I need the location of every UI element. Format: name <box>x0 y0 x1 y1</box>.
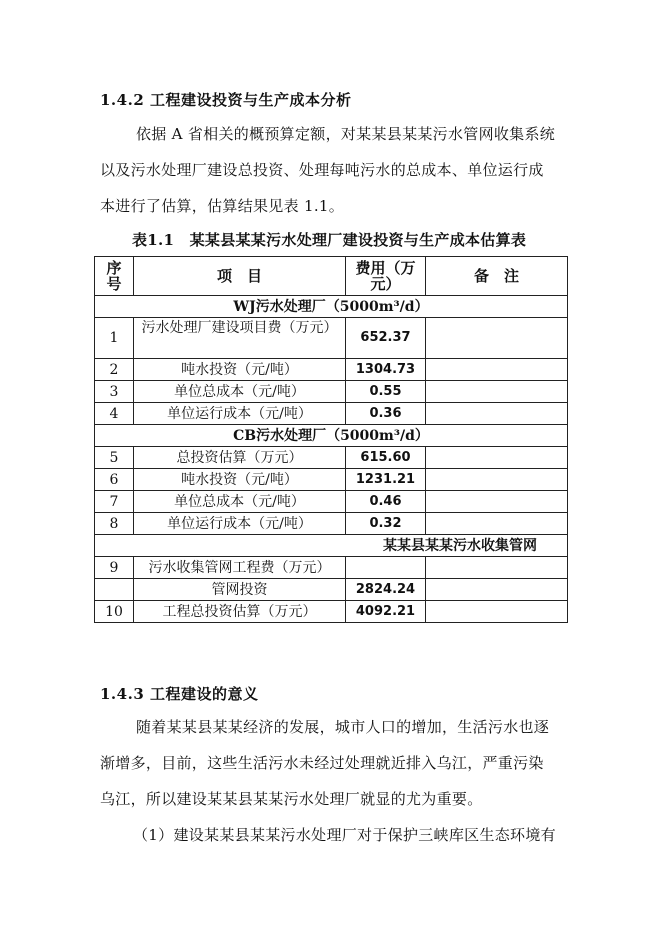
paragraph2-line-1: 随着某某县某某经济的发展，城市人口的增加，生活污水也逐 <box>136 718 550 736</box>
row-item: 工程总投资估算（万元） <box>134 601 346 623</box>
row-cost: 0.55 <box>346 381 426 403</box>
table-caption: 表1.1 某某县某某污水处理厂建设投资与生产成本估算表 <box>132 231 527 249</box>
table-row <box>95 579 568 601</box>
paragraph-line-2: 以及污水处理厂建设总投资、处理每吨污水的总成本、单位运行成 <box>100 161 544 179</box>
row-cost: 0.46 <box>346 491 426 513</box>
row-cost: 1231.21 <box>346 469 426 491</box>
row-note <box>426 601 568 623</box>
row-note <box>426 579 568 601</box>
row-note <box>426 557 568 579</box>
row-note <box>426 381 568 403</box>
header-seq-line1: 序 <box>106 259 122 277</box>
table-row <box>95 557 568 579</box>
row-item: 污水收集管网工程费（万元） <box>134 557 346 579</box>
section-row-wj <box>95 296 568 318</box>
row-item: 总投资估算（万元） <box>134 447 346 469</box>
paragraph-line-1: 依据 A 省相关的概预算定额，对某某县某某污水管网收集系统 <box>136 125 556 143</box>
table-row <box>95 513 568 535</box>
row-cost: 4092.21 <box>346 601 426 623</box>
row-no <box>95 579 134 601</box>
header-cost-line2: 元） <box>370 275 401 293</box>
table-row <box>95 318 568 359</box>
row-cost: 615.60 <box>346 447 426 469</box>
row-note <box>426 403 568 425</box>
row-cost: 2824.24 <box>346 579 426 601</box>
row-note <box>426 513 568 535</box>
row-item: 单位总成本（元/吨） <box>134 491 346 513</box>
section-row-network <box>95 535 568 557</box>
row-no: 3 <box>95 381 134 403</box>
row-note <box>426 469 568 491</box>
row-note <box>426 447 568 469</box>
table-row <box>95 447 568 469</box>
table-row <box>95 469 568 491</box>
header-item: 项 目 <box>134 257 346 296</box>
row-no: 5 <box>95 447 134 469</box>
row-item: 吨水投资（元/吨） <box>134 359 346 381</box>
table-row <box>95 491 568 513</box>
row-note <box>426 318 568 359</box>
cost-estimate-table <box>94 256 568 623</box>
section-row-cb <box>95 425 568 447</box>
header-note: 备 注 <box>426 257 568 296</box>
row-item: 吨水投资（元/吨） <box>134 469 346 491</box>
row-item: 单位运行成本（元/吨） <box>134 513 346 535</box>
header-seq-line2: 号 <box>106 275 122 293</box>
paragraph2-line-2: 渐增多，目前，这些生活污水未经过处理就近排入乌江，严重污染 <box>100 754 544 772</box>
section-label-cb: CB污水处理厂（5000m³/d） <box>95 425 568 447</box>
row-cost: 0.36 <box>346 403 426 425</box>
row-cost <box>346 557 426 579</box>
table-row <box>95 359 568 381</box>
row-item: 污水处理厂建设项目费（万元） <box>134 318 346 359</box>
row-no: 9 <box>95 557 134 579</box>
row-item: 管网投资 <box>134 579 346 601</box>
table-header-row <box>95 257 568 296</box>
header-seq <box>95 257 134 296</box>
table-row <box>95 601 568 623</box>
row-item: 单位总成本（元/吨） <box>134 381 346 403</box>
row-no: 1 <box>95 318 134 359</box>
table-row <box>95 381 568 403</box>
section-label-wj: WJ污水处理厂（5000m³/d） <box>95 296 568 318</box>
row-no: 7 <box>95 491 134 513</box>
table-row <box>95 403 568 425</box>
row-item: 单位运行成本（元/吨） <box>134 403 346 425</box>
row-no: 10 <box>95 601 134 623</box>
header-cost-line1: 费用（万 <box>355 259 416 277</box>
row-cost: 652.37 <box>346 318 426 359</box>
row-cost: 1304.73 <box>346 359 426 381</box>
section-label-network: 某某县某某污水收集管网 <box>95 535 568 557</box>
row-note <box>426 491 568 513</box>
paragraph2-line-3: 乌江，所以建设某某县某某污水处理厂就显的尤为重要。 <box>100 790 483 808</box>
row-no: 8 <box>95 513 134 535</box>
section-heading-1-4-2: 1.4.2 工程建设投资与生产成本分析 <box>100 91 352 109</box>
header-cost <box>346 257 426 296</box>
section-heading-1-4-3: 1.4.3 工程建设的意义 <box>100 685 259 703</box>
row-no: 6 <box>95 469 134 491</box>
paragraph2-line-4: （1）建设某某县某某污水处理厂对于保护三峡库区生态环境有 <box>133 826 556 844</box>
row-no: 4 <box>95 403 134 425</box>
row-note <box>426 359 568 381</box>
row-no: 2 <box>95 359 134 381</box>
row-cost: 0.32 <box>346 513 426 535</box>
paragraph-line-3: 本进行了估算，估算结果见表 1.1。 <box>100 197 345 215</box>
